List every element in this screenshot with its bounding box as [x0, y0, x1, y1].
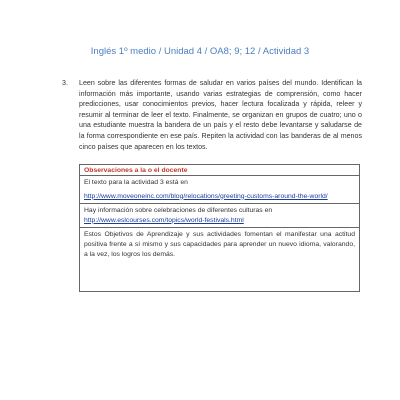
observations-closing: Estos Objetivos de Aprendizaje y sus actividades fomentan el manifestar una actitud positiva frente a sí mismo y sus capacidades para aprender un nuevo idioma, valorando, a la vez, los logros los demás. [84, 231, 355, 258]
observations-title: Observaciones a la o el docente [84, 167, 188, 174]
page-title: Inglés 1º medio / Unidad 4 / OA8; 9; 12 / Actividad 3 [90, 46, 310, 57]
activity-number: 3. [62, 79, 68, 87]
activity-item [62, 78, 362, 152]
activity-text: Leen sobre las diferentes formas de saludar en varios países del mundo. Identifican la información más importante, usando varias estrategias de comprensión, como hacer predicciones, usar conocimientos previos, hacer lectura focalizada y rápida, releer y resumir al terminar de leer el texto. Finalmente, se organizan en grupos de cuatro; uno o una estudiante muestra la bandera de un país y el resto debe levantarse y saludarse de la forma correspondiente en ese país. Repiten la actividad con las banderas de al menos cinco países que aparecen en los textos. [79, 79, 362, 151]
world-festivals-link[interactable]: http://www.eslcourses.com/topics/world-festivals.html [84, 216, 244, 224]
observations-text-row [80, 176, 359, 204]
text-intro: El texto para la actividad 3 está en [84, 179, 188, 186]
observations-box [79, 164, 360, 292]
celebrations-intro: Hay información sobre celebraciones de diferentes culturas en [84, 207, 273, 215]
observations-celebrations-row [80, 204, 359, 228]
observations-header [80, 165, 359, 176]
greeting-customs-link[interactable]: http://www.moveoneinc.com/blog/relocations/greeting-customs-around-the-world/ [84, 192, 328, 200]
